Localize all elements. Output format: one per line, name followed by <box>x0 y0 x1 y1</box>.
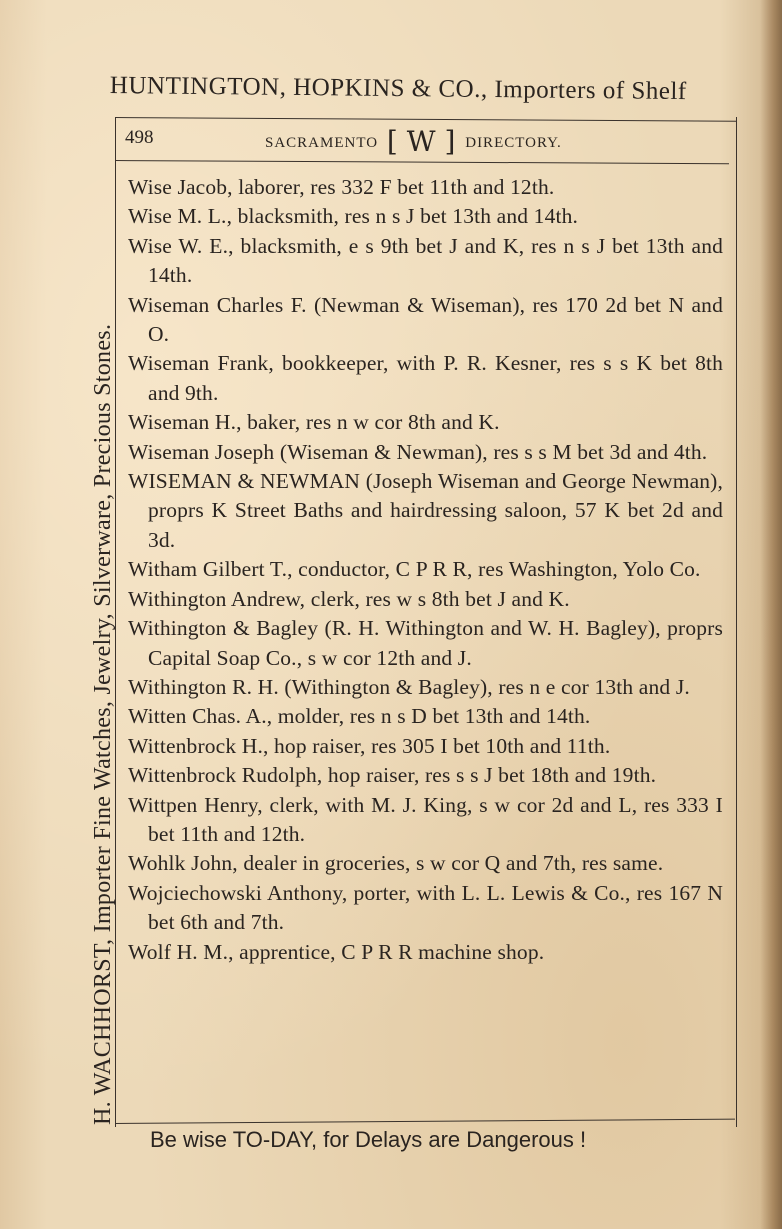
directory-entry: Wise W. E., blacksmith, e s 9th bet J and K, res n s J bet 13th and 14th. <box>128 233 723 288</box>
directory-entry: WISEMAN & NEWMAN (Joseph Wiseman and George Newman), proprs K Street Baths and hairdressing saloon, 57 K bet 2d and 3d. <box>128 469 723 552</box>
directory-entry: Wise Jacob, laborer, res 332 F bet 11th and 12th. <box>128 175 555 199</box>
directory-entry: Wiseman Joseph (Wiseman & Newman), res s s M bet 3d and 4th. <box>128 439 708 464</box>
directory-entry: Wiseman Charles F. (Newman & Wiseman), res 170 2d bet N and O. <box>128 292 723 347</box>
directory-entry: Witham Gilbert T., conductor, C P R R, res Washington, Yolo Co. <box>128 557 701 582</box>
directory-entry: Wittenbrock Rudolph, hop raiser, res s s J bet 18th and 19th. <box>128 763 657 788</box>
directory-entries <box>128 173 723 967</box>
page-edge-shadow <box>760 0 782 1229</box>
directory-entry: Withington R. H. (Withington & Bagley), res n e cor 13th and J. <box>128 674 690 699</box>
header-title <box>265 125 562 158</box>
directory-entry: Withington & Bagley (R. H. Withington and W. H. Bagley), proprs Capital Soap Co., s w cor 12th and J. <box>128 616 723 670</box>
directory-entry: Wolf H. M., apprentice, C P R R machine shop. <box>128 939 545 964</box>
directory-entry: Withington Andrew, clerk, res w s 8th bet J and K. <box>128 586 570 611</box>
side-advertisement: H. WACHHORST, Importer Fine Watches, Jewelry, Silverware, Precious Stones. <box>90 323 116 1125</box>
directory-entry: Witten Chas. A., molder, res n s D bet 13th and 14th. <box>128 704 591 729</box>
directory-entry: Wiseman H., baker, res n w cor 8th and K. <box>128 410 500 435</box>
directory-entry: Wojciechowski Anthony, porter, with L. L. Lewis & Co., res 167 N bet 6th and 7th. <box>128 880 723 935</box>
top-advertisement: HUNTINGTON, HOPKINS & CO., Importers of Shelf <box>109 72 687 106</box>
header-section-letter: W <box>406 125 437 158</box>
header-directory: DIRECTORY. <box>465 135 562 151</box>
footer-slogan: Be wise TO-DAY, for Delays are Dangerous ! <box>150 1127 587 1152</box>
header-bracket-close: ] <box>444 125 457 158</box>
page-number: 498 <box>125 127 154 148</box>
directory-entry: Wise M. L., blacksmith, res n s J bet 13th and 14th. <box>128 204 579 229</box>
directory-entry: Wiseman Frank, bookkeeper, with P. R. Kesner, res s s K bet 8th and 9th. <box>128 351 723 405</box>
directory-entry: Wittenbrock H., hop raiser, res 305 I bet 10th and 11th. <box>128 733 611 758</box>
header-city: SACRAMENTO <box>265 135 379 151</box>
directory-entry: Wittpen Henry, clerk, with M. J. King, s w cor 2d and L, res 333 I bet 11th and 12th. <box>128 792 723 846</box>
directory-entry: Wohlk John, dealer in groceries, s w cor Q and 7th, res same. <box>128 851 664 876</box>
header-bracket-open: [ <box>386 125 399 158</box>
running-header <box>125 125 725 158</box>
